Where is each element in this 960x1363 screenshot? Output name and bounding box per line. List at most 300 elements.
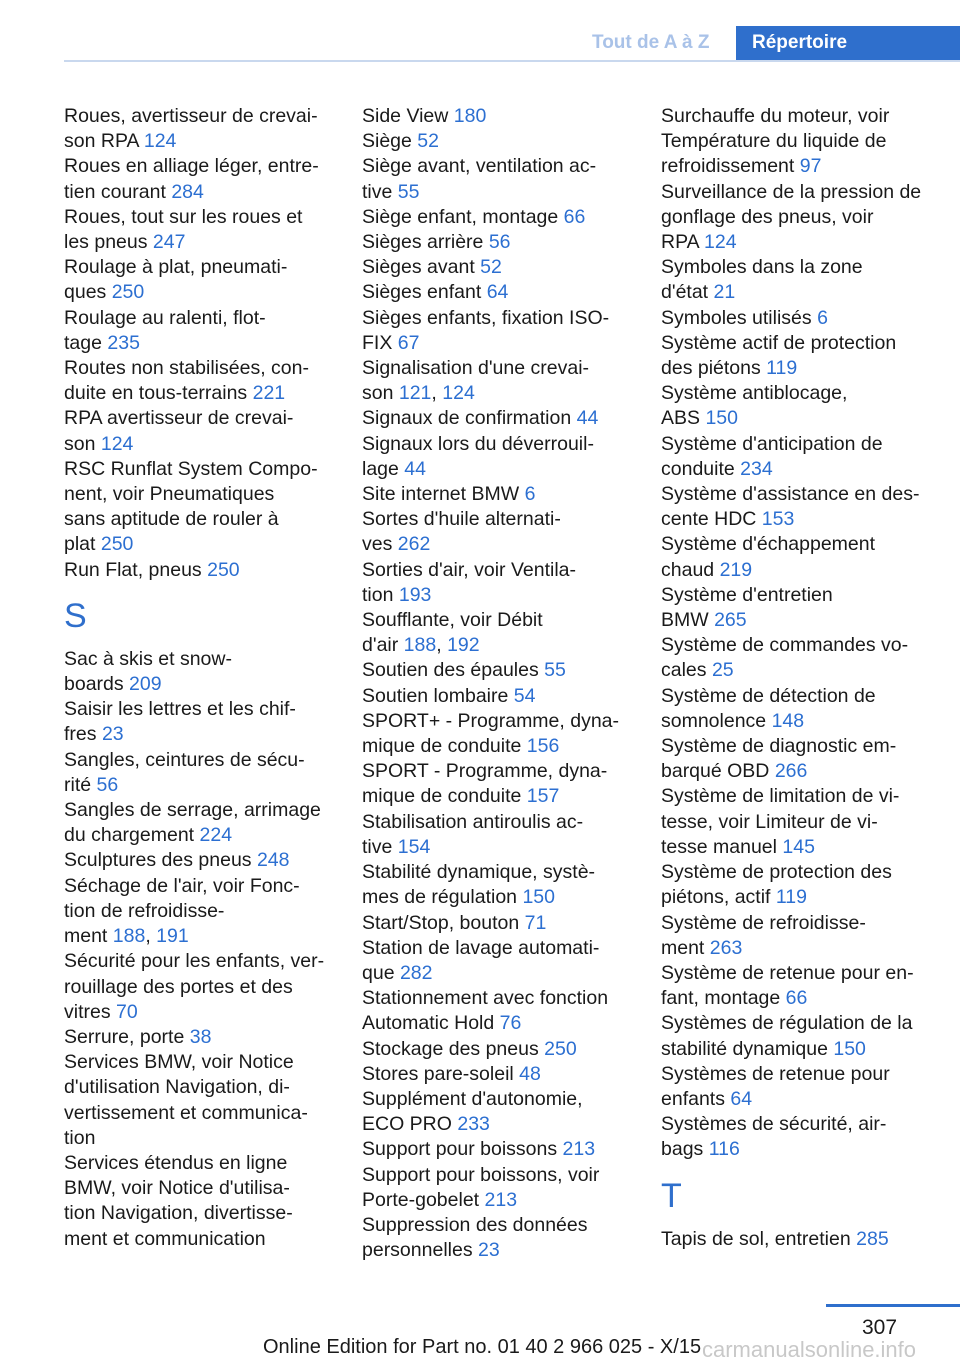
entry-text: mes de régulation — [362, 886, 523, 909]
index-entry — [362, 860, 638, 910]
page-header — [0, 0, 960, 62]
index-entry — [661, 532, 933, 582]
entry-text: Système de protection des — [661, 861, 892, 884]
entry-text: Systèmes de retenue pour — [661, 1062, 890, 1085]
page-reference-link[interactable]: 180 — [453, 105, 487, 127]
page-reference-link[interactable]: 67 — [397, 331, 420, 354]
index-entry-text — [661, 709, 933, 734]
index-entry-text — [362, 331, 638, 356]
entry-text: RPA avertisseur de crevai- — [64, 407, 294, 430]
index-entry-text — [362, 1163, 638, 1188]
index-entry-text — [64, 975, 340, 1000]
index-entry — [64, 205, 340, 255]
entry-text: cente HDC — [661, 508, 762, 531]
entry-text: Services BMW, voir Notice — [64, 1051, 294, 1074]
entry-text: Température du liquide de — [661, 130, 887, 153]
page-reference-link[interactable]: 209 — [129, 673, 162, 696]
entry-text: ment et communication — [64, 1227, 266, 1250]
entry-text: personnelles — [362, 1239, 478, 1262]
index-entry-text — [64, 798, 340, 823]
entry-text: que — [362, 961, 400, 984]
index-entry-text — [362, 658, 638, 683]
index-entry — [661, 482, 933, 532]
entry-text: Système de diagnostic em- — [661, 735, 897, 758]
page-reference-link[interactable]: 25 — [711, 659, 734, 682]
page-reference-link[interactable]: 56 — [488, 231, 511, 254]
index-entry — [362, 1213, 638, 1263]
index-entry-text — [64, 482, 340, 507]
index-entry-text — [64, 899, 340, 924]
index-column-1 — [64, 104, 340, 1252]
page-reference-link[interactable]: 150 — [833, 1037, 866, 1060]
index-entry — [661, 255, 933, 305]
index-entry-text — [64, 647, 340, 672]
page-reference-link[interactable]: 44 — [404, 457, 426, 480]
entry-text: boards — [64, 673, 130, 696]
entry-text: sans aptitude de rouler à — [64, 508, 279, 531]
edition-line: Online Edition for Part no. 01 40 2 966 025 - X/15 — [263, 1336, 702, 1358]
index-entry-text — [64, 1075, 340, 1100]
entry-text: ABS — [661, 407, 706, 430]
index-entry — [64, 748, 340, 798]
entry-text: Stationnement avec fonction — [362, 987, 609, 1010]
index-entry — [64, 949, 340, 1025]
index-entry — [661, 1062, 933, 1112]
index-entry — [362, 1062, 638, 1087]
page-reference-link[interactable]: 119 — [766, 357, 798, 380]
page-reference-link[interactable]: 154 — [397, 835, 431, 858]
page-reference-link[interactable]: 266 — [774, 760, 808, 783]
index-entry — [661, 633, 933, 683]
index-entry-text — [64, 1126, 340, 1151]
entry-text: son — [64, 432, 101, 455]
index-entry-text — [64, 748, 340, 773]
page-reference-link[interactable]: 6 — [817, 306, 828, 329]
index-entry — [362, 658, 638, 683]
entry-text: Siège avant, ventilation ac- — [362, 155, 597, 178]
page-reference-link[interactable]: 124 — [704, 231, 737, 254]
index-entry — [362, 608, 638, 658]
page-reference-link[interactable]: 233 — [457, 1113, 490, 1136]
entry-text: mique de conduite — [362, 735, 527, 758]
entry-text: fant, montage — [661, 987, 786, 1010]
index-entry-text — [362, 280, 638, 305]
index-entry-text — [362, 885, 638, 910]
entry-text: Symboles utilisés — [661, 306, 818, 329]
page-reference-link[interactable]: 145 — [782, 835, 815, 858]
page-reference-link[interactable]: 55 — [397, 180, 420, 203]
index-entry — [64, 848, 340, 873]
entry-text: duite en tous-terrains — [64, 382, 253, 405]
index-entry — [64, 558, 340, 583]
index-entry-text — [64, 1050, 340, 1075]
index-entry-text — [64, 356, 340, 381]
tab-a-to-z[interactable]: Tout de A à Z — [592, 32, 710, 53]
index-entry-text — [362, 306, 638, 331]
entry-text: Side View — [362, 105, 454, 127]
page-reference-link[interactable]: 213 — [484, 1188, 518, 1211]
index-entry — [661, 306, 933, 331]
index-entry-text — [64, 381, 340, 406]
entry-text: vertissement et communica- — [64, 1101, 308, 1124]
index-entry — [661, 180, 933, 256]
index-entry — [64, 406, 340, 456]
index-entry-text — [362, 255, 638, 280]
page-reference-link[interactable]: 64 — [730, 1087, 753, 1110]
index-entry — [661, 860, 933, 910]
index-entry-text — [661, 784, 933, 809]
index-entry-text — [362, 608, 638, 633]
entry-text: Sangles, ceintures de sécu- — [64, 748, 305, 771]
tab-index[interactable] — [736, 26, 960, 62]
page-reference-link[interactable]: 193 — [398, 583, 432, 606]
page-reference-link[interactable]: 55 — [544, 659, 566, 682]
index-entry-text: son 121, 124 — [362, 382, 475, 405]
index-entry-text — [362, 911, 638, 936]
index-entry — [362, 255, 638, 280]
page-reference-link[interactable]: 153 — [761, 508, 795, 531]
index-entry — [362, 810, 638, 860]
index-entry-text — [661, 255, 933, 280]
index-entry-text — [64, 672, 340, 697]
index-entry-text — [362, 230, 638, 255]
footer-accent-bar — [826, 1304, 960, 1307]
page-reference-link[interactable]: 282 — [399, 961, 433, 984]
page-reference-link[interactable]: 247 — [152, 231, 186, 254]
entry-text: Stabilisation antiroulis ac- — [362, 810, 584, 833]
index-entry-text — [362, 457, 638, 482]
index-entry — [362, 154, 638, 204]
index-entry-text — [362, 104, 638, 129]
entry-text: Systèmes de régulation de la — [661, 1012, 913, 1035]
page-reference-link[interactable]: 66 — [785, 987, 808, 1010]
entry-text: tive — [362, 180, 398, 203]
page-reference-link[interactable]: 224 — [199, 824, 233, 847]
page-reference-link[interactable]: 156 — [526, 735, 560, 758]
page-number: 307 — [862, 1316, 898, 1339]
index-entry-text — [64, 949, 340, 974]
entry-text: Système de retenue pour en- — [661, 961, 914, 984]
page-reference-link[interactable]: 44 — [576, 407, 599, 430]
index-entry-text — [64, 306, 340, 331]
entry-text: Système de limitation de vi- — [661, 785, 900, 808]
index-entry-text — [362, 810, 638, 835]
index-entry — [661, 331, 933, 381]
index-entry — [64, 457, 340, 558]
entry-text: Sac à skis et snow- — [64, 647, 232, 670]
index-entry-text — [661, 1112, 933, 1137]
page-reference-link[interactable]: 71 — [524, 911, 547, 934]
index-entry — [362, 280, 638, 305]
entry-text: Supplément d'autonomie, — [362, 1087, 583, 1110]
page-reference-link[interactable]: 38 — [189, 1025, 212, 1048]
page-reference-link[interactable]: 150 — [522, 886, 555, 909]
entry-text: d'utilisation Navigation, di- — [64, 1076, 290, 1099]
entry-text: Site internet BMW — [362, 483, 525, 506]
index-entry-text — [362, 1238, 638, 1263]
index-entry-text — [362, 1112, 638, 1137]
page-reference-link[interactable]: 285 — [856, 1227, 889, 1250]
page-reference-link[interactable]: 221 — [252, 382, 286, 405]
page-reference-link[interactable]: 213 — [562, 1138, 596, 1161]
entry-text: Run Flat, pneus — [64, 558, 208, 581]
page-reference-link[interactable]: 188 — [112, 925, 146, 948]
entry-text: ment — [661, 936, 710, 959]
entry-text: Saisir les lettres et les chif- — [64, 698, 296, 721]
index-entry — [661, 583, 933, 633]
index-entry-text — [64, 1101, 340, 1126]
page-reference-link[interactable]: 235 — [107, 331, 140, 354]
page-reference-link[interactable]: 188 — [403, 634, 437, 657]
index-entry-text — [64, 255, 340, 280]
index-entry-text — [362, 1087, 638, 1112]
entry-text: tesse, voir Limiteur de vi- — [661, 810, 878, 833]
page-reference-link[interactable]: 157 — [526, 785, 560, 808]
index-entry-text — [362, 961, 638, 986]
entry-text: tien courant — [64, 180, 172, 203]
index-entry-text — [661, 835, 933, 860]
index-entry — [661, 432, 933, 482]
index-entry — [362, 684, 638, 709]
page-reference-link[interactable]: 6 — [524, 483, 536, 506]
index-entry-text — [661, 406, 933, 431]
page-reference-link[interactable]: 250 — [111, 281, 145, 304]
index-entry-text — [362, 432, 638, 457]
page-reference-link[interactable]: 64 — [486, 281, 509, 304]
entry-text: enfants — [661, 1087, 731, 1110]
page-reference-link[interactable]: 250 — [100, 533, 134, 556]
index-entry-text — [362, 1011, 638, 1036]
index-entry-text — [661, 1037, 933, 1062]
index-entry — [362, 1137, 638, 1162]
index-entry-text — [661, 381, 933, 406]
page-reference-link[interactable]: 66 — [563, 205, 586, 228]
entry-text: plat — [64, 533, 101, 556]
page-reference-link[interactable]: 54 — [513, 684, 536, 707]
entry-text: Système de refroidisse- — [661, 911, 866, 934]
index-entry-text — [64, 432, 340, 457]
entry-text: Roues en alliage léger, entre- — [64, 155, 319, 178]
page-reference-link[interactable]: 124 — [143, 130, 177, 153]
page-reference-link[interactable]: 56 — [96, 773, 119, 796]
index-entry — [362, 129, 638, 154]
index-entry-text — [661, 810, 933, 835]
index-entry — [64, 1025, 340, 1050]
index-entry-text — [64, 532, 340, 557]
page-reference-link[interactable]: 148 — [771, 709, 805, 732]
entry-text: Signaux lors du déverrouil- — [362, 432, 594, 455]
page-reference-link[interactable]: 23 — [101, 723, 124, 746]
index-entry-text — [661, 507, 933, 532]
index-entry-text — [661, 482, 933, 507]
entry-text: BMW — [661, 609, 715, 632]
watermark: carmanualsonline.info — [702, 1337, 917, 1362]
page-reference-link[interactable]: 124 — [100, 432, 134, 455]
page-reference-link[interactable]: 265 — [714, 609, 747, 632]
index-entry — [64, 154, 340, 204]
entry-text: Signalisation d'une crevai- — [362, 357, 590, 380]
index-entry-text — [362, 406, 638, 431]
index-entry-text — [362, 784, 638, 809]
index-entry-text — [64, 104, 340, 129]
index-entry-text — [362, 154, 638, 179]
entry-text: tion Navigation, divertisse- — [64, 1202, 293, 1225]
index-entry-text — [661, 633, 933, 658]
entry-text: tesse manuel — [661, 835, 783, 858]
index-entry-text — [661, 331, 933, 356]
page-reference-link[interactable]: 52 — [417, 130, 439, 153]
entry-text: Roues, tout sur les roues et — [64, 205, 303, 228]
entry-text: Système antiblocage, — [661, 382, 848, 405]
index-entry-text — [661, 608, 933, 633]
entry-text: Signaux de confirmation — [362, 407, 577, 430]
page-reference-link[interactable]: 116 — [708, 1138, 740, 1161]
entry-text: Roues, avertisseur de crevai- — [64, 105, 318, 127]
index-entry — [362, 759, 638, 809]
index-entry-text — [64, 1025, 340, 1050]
index-entry-text — [362, 986, 638, 1011]
entry-text: nent, voir Pneumatiques — [64, 483, 275, 506]
index-entry — [362, 986, 638, 1036]
entry-text: Sangles de serrage, arrimage — [64, 799, 321, 822]
page-reference-link[interactable]: 97 — [799, 155, 822, 178]
page-reference-link[interactable]: 263 — [709, 936, 743, 959]
page-reference-link[interactable]: 23 — [478, 1239, 500, 1262]
entry-text: ment — [64, 925, 113, 948]
entry-text: Soufflante, voir Débit — [362, 609, 543, 632]
page-reference-link[interactable]: 262 — [397, 533, 431, 556]
page-reference-link[interactable]: 70 — [116, 1000, 138, 1023]
page-reference-link[interactable]: 234 — [740, 457, 773, 480]
entry-text: Sièges enfant — [362, 281, 487, 304]
entry-text: SPORT - Programme, dyna- — [362, 760, 608, 783]
entry-text: Soutien lombaire — [362, 684, 514, 707]
page-reference-link[interactable]: 76 — [499, 1012, 522, 1035]
index-entry — [362, 104, 638, 129]
entry-text: RSC Runflat System Compo- — [64, 457, 318, 480]
index-entry-text — [661, 230, 933, 255]
entry-text: Porte-gobelet — [362, 1188, 485, 1211]
entry-text: Roulage à plat, pneumati- — [64, 256, 288, 279]
entry-text: somnolence — [661, 709, 772, 732]
page-reference-link[interactable]: 250 — [207, 558, 240, 581]
index-entry-text — [64, 848, 340, 873]
header-divider — [64, 60, 960, 62]
index-entry — [362, 911, 638, 936]
index-entry-text — [64, 180, 340, 205]
index-entry — [64, 647, 340, 697]
index-entry — [362, 936, 638, 986]
page-reference-link[interactable]: 191 — [156, 925, 189, 948]
entry-text: Support pour boissons, voir — [362, 1163, 600, 1186]
index-entry-text — [362, 507, 638, 532]
tab-index-label: Répertoire — [752, 32, 848, 53]
entry-text: Sorties d'air, voir Ventila- — [362, 558, 576, 581]
index-entry-text — [362, 936, 638, 961]
entry-text: Sièges avant — [362, 256, 481, 279]
index-entry-text — [64, 697, 340, 722]
index-entry-text — [661, 1227, 933, 1252]
index-entry-text — [64, 457, 340, 482]
page-reference-link[interactable]: 248 — [256, 849, 290, 872]
entry-text: tage — [64, 331, 108, 354]
index-entry-text — [661, 205, 933, 230]
index-entry-text — [64, 1151, 340, 1176]
index-entry-text — [362, 1188, 638, 1213]
page-reference-link[interactable]: 121 — [398, 382, 432, 405]
index-entry-text — [661, 558, 933, 583]
index-entry — [661, 784, 933, 860]
entry-text: Sièges arrière — [362, 231, 489, 254]
index-entry — [661, 961, 933, 1011]
page-reference-link[interactable]: 52 — [480, 256, 502, 279]
index-entry-text — [661, 432, 933, 457]
index-entry-text — [362, 532, 638, 557]
entry-text: son — [362, 382, 399, 405]
index-entry — [64, 874, 340, 950]
index-entry — [362, 507, 638, 557]
page-reference-link[interactable]: 124 — [442, 382, 475, 405]
index-entry-text — [661, 1137, 933, 1162]
entry-text: ques — [64, 281, 112, 304]
index-entry-text — [362, 835, 638, 860]
entry-text: fres — [64, 723, 102, 746]
index-entry — [362, 1163, 638, 1213]
page-reference-link[interactable]: 284 — [171, 180, 204, 203]
entry-text: Surchauffe du moteur, voir — [661, 105, 890, 127]
index-entry-text — [661, 356, 933, 381]
index-entry-text — [661, 961, 933, 986]
page-reference-link[interactable]: 48 — [519, 1062, 541, 1085]
index-entry — [362, 230, 638, 255]
index-entry-text — [661, 986, 933, 1011]
index-entry — [362, 1087, 638, 1137]
index-entry — [362, 558, 638, 608]
entry-text: tion — [64, 1126, 96, 1149]
entry-text: Soutien des épaules — [362, 659, 545, 682]
index-entry-text — [64, 507, 340, 532]
index-entry-text — [661, 154, 933, 179]
entry-text: tion — [362, 583, 399, 606]
index-entry-text — [362, 709, 638, 734]
index-entry — [64, 697, 340, 747]
index-column-2 — [362, 104, 638, 1263]
index-entry — [64, 255, 340, 305]
page-reference-link[interactable]: 219 — [719, 558, 753, 581]
index-entry — [64, 306, 340, 356]
page-reference-link[interactable]: 250 — [544, 1037, 577, 1060]
page-reference-link[interactable]: 150 — [705, 407, 738, 430]
page-reference-link[interactable]: 192 — [447, 634, 480, 657]
index-entry-text — [661, 532, 933, 557]
index-entry-text — [64, 722, 340, 747]
entry-text: Station de lavage automati- — [362, 936, 600, 959]
index-entry-text — [661, 684, 933, 709]
entry-text: Tapis de sol, entretien — [661, 1227, 857, 1250]
index-entry-text — [362, 1213, 638, 1238]
entry-text: Système d'anticipation de — [661, 432, 883, 455]
entry-text: ves — [362, 533, 398, 556]
index-entry-text — [362, 180, 638, 205]
page-reference-link[interactable]: 119 — [775, 886, 807, 909]
index-entry-text — [362, 1137, 638, 1162]
entry-text: barqué OBD — [661, 760, 775, 783]
entry-text: SPORT+ - Programme, dyna- — [362, 709, 620, 732]
index-entry-text — [64, 230, 340, 255]
page-reference-link[interactable]: 21 — [713, 281, 736, 304]
index-entry-text — [362, 860, 638, 885]
index-entry-text — [661, 734, 933, 759]
